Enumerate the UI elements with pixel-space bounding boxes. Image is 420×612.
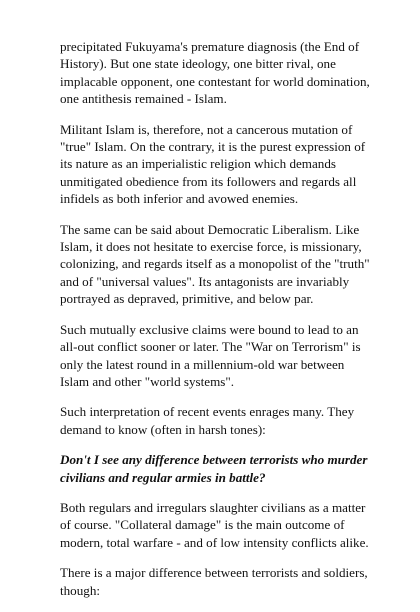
paragraph-major-difference: There is a major difference between terrorists and soldiers, though: — [60, 565, 368, 598]
paragraph-collateral-damage: Both regulars and irregulars slaughter civilians as a matter of course. "Collateral damage" is the main outcome of modern, total warfare - and of low intensity conflicts alike. — [60, 499, 369, 550]
paragraph-exclusive-claims: Such mutually exclusive claims were bound to lead to an all-out conflict sooner or later. The "War on Terrorism" is only the latest round in a millennium-old war between Islam and other "world systems". — [60, 321, 361, 389]
question-heading: Don't I see any difference between terrorists who murder civilians and regular armies in battle? — [60, 452, 368, 485]
paragraph-interpretation: Such interpretation of recent events enrages many. They demand to know (often in harsh tones): — [60, 404, 355, 437]
paragraph-militant-islam: Militant Islam is, therefore, not a cancerous mutation of "true" Islam. On the contrary, it is the purest expression of its nature as an imperialistic religion which demands unmitigated obedience from its followers and regards all infidels as both inferior and avowed enemies. — [60, 121, 366, 207]
paragraph-fukuyama: precipitated Fukuyama's premature diagnosis (the End of History). But one state ideology, one bitter rival, one implacable opponent, one contestant for world domination, one antithesis remained - Islam. — [60, 39, 370, 107]
document-page — [60, 38, 370, 612]
paragraph-democratic-liberalism: The same can be said about Democratic Liberalism. Like Islam, it does not hesitate to exercise force, is missionary, colonizing, and regards itself as a monopolist of the "truth" and of "universal values". Its antagonists are invariably portrayed as depraved, primitive, and below par. — [60, 221, 370, 307]
